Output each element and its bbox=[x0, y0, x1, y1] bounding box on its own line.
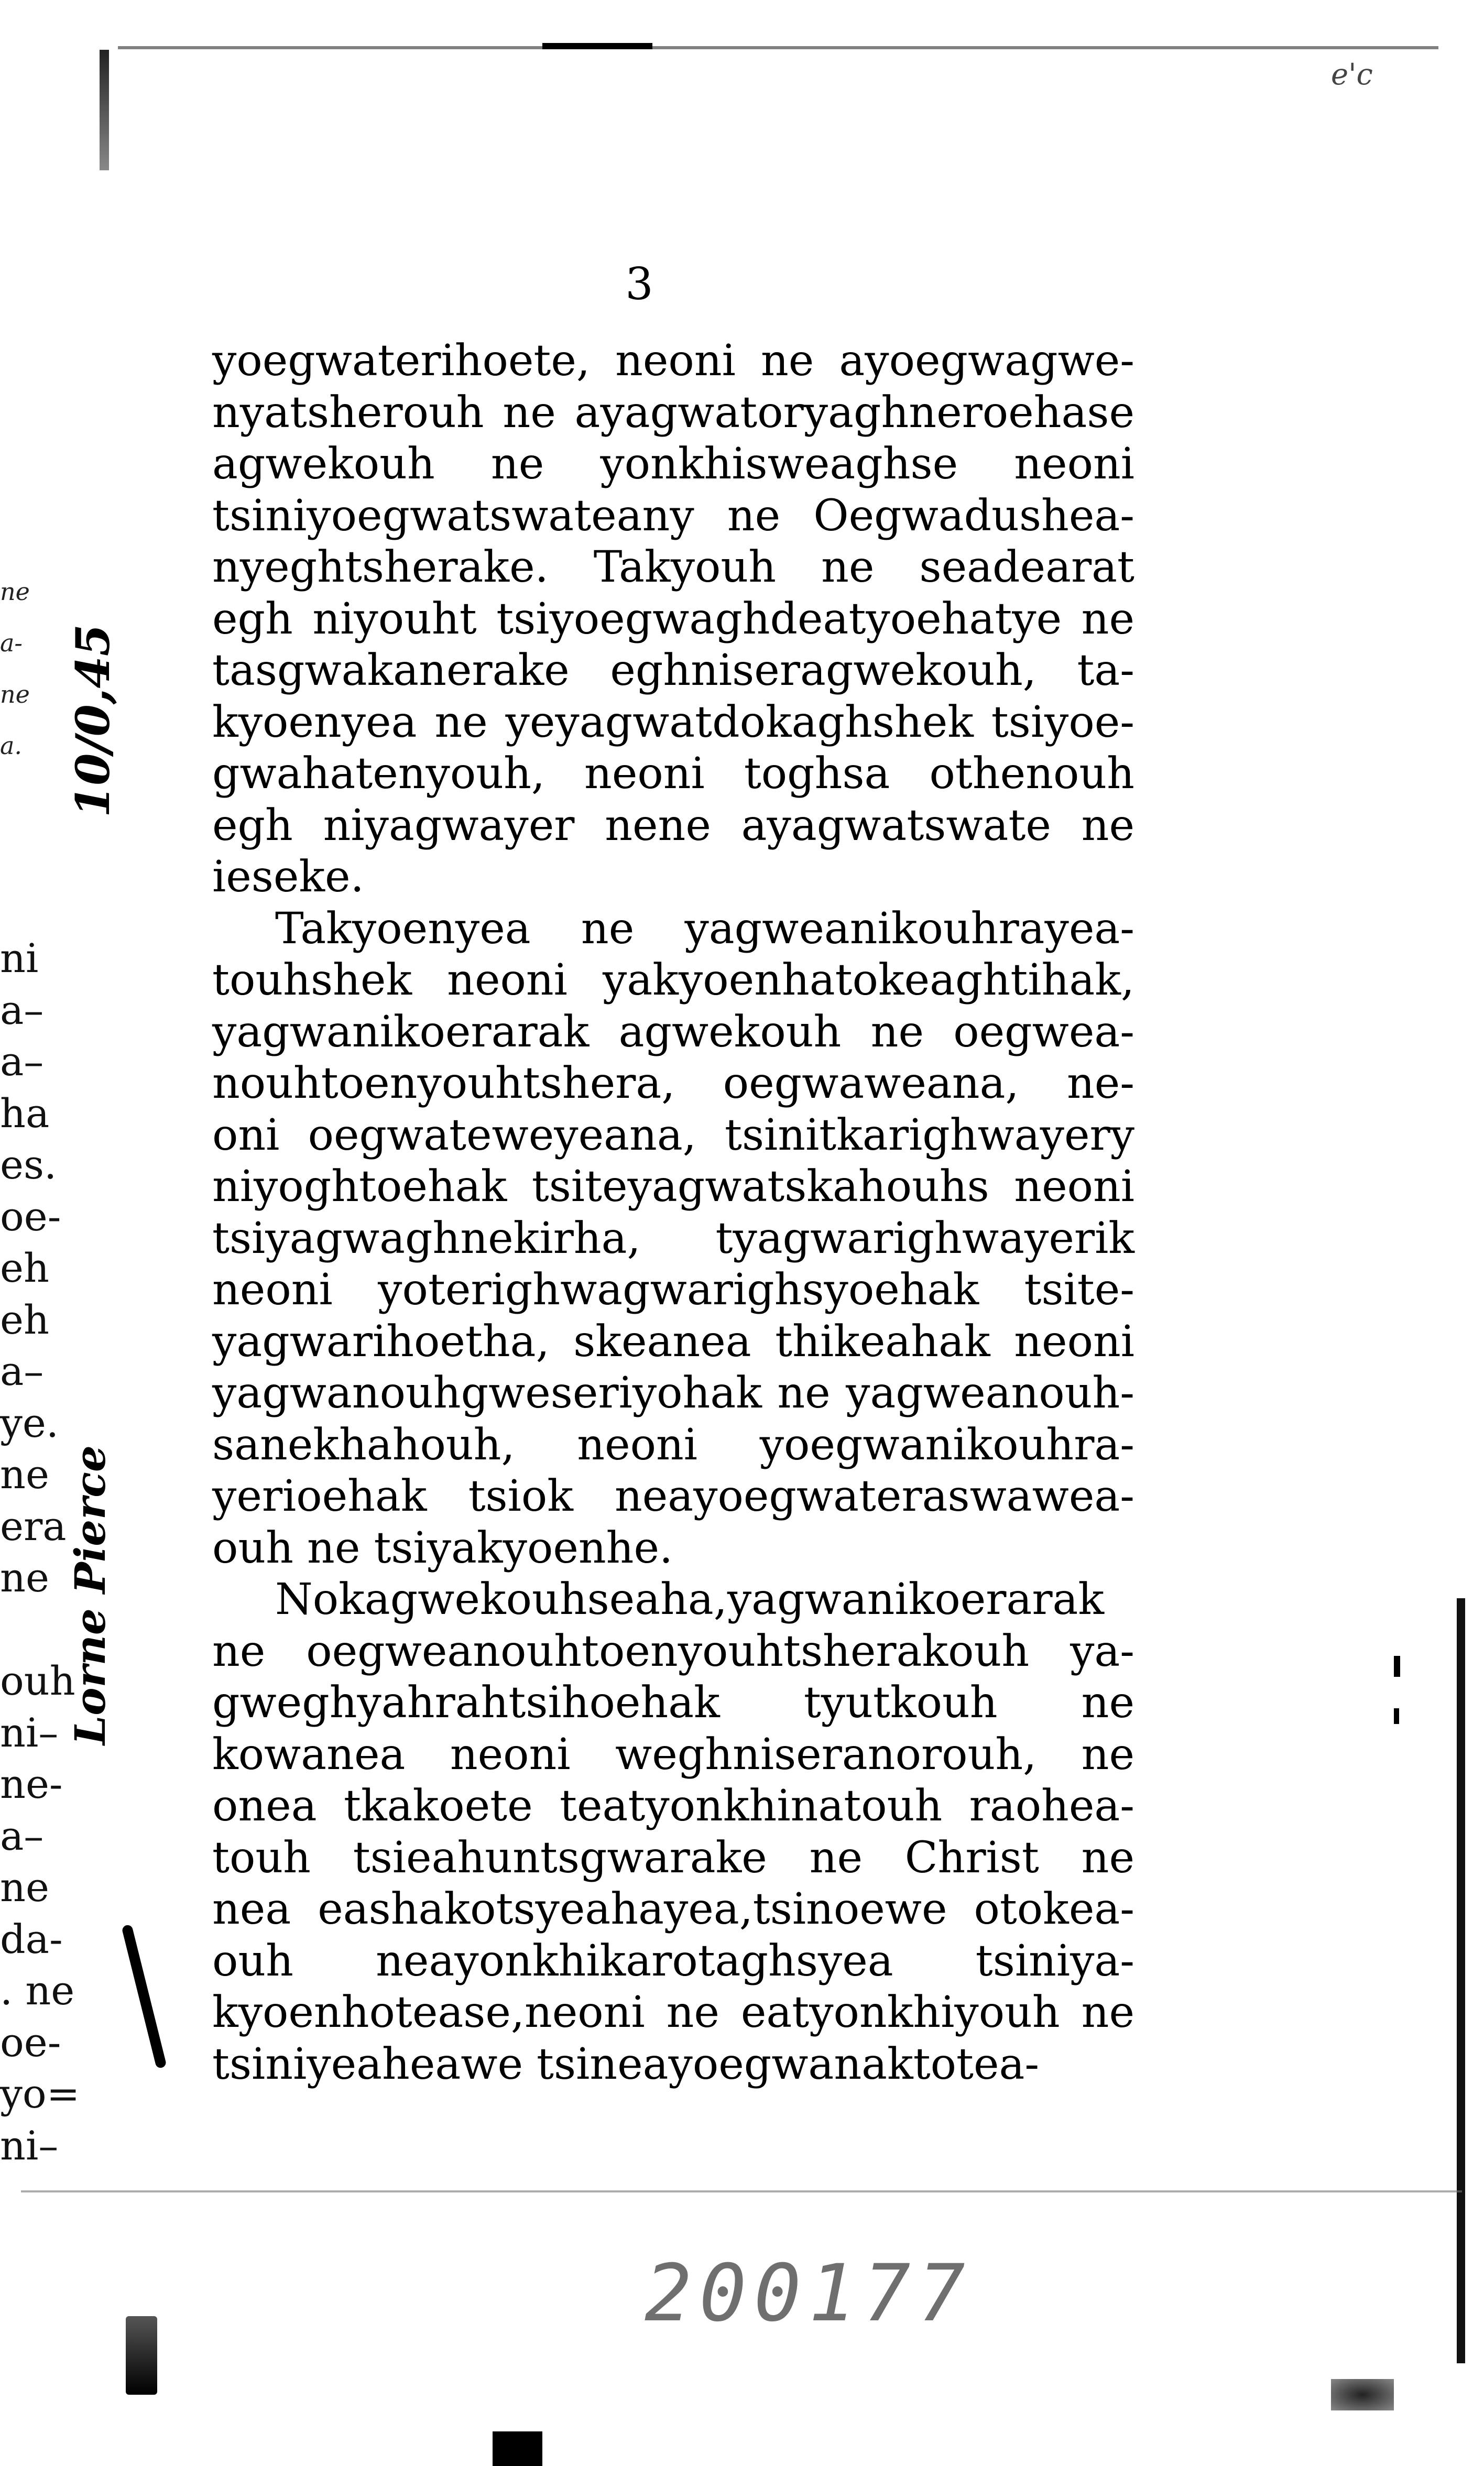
handwritten-stroke bbox=[121, 1924, 167, 2069]
margin-fragment: ha bbox=[0, 1089, 50, 1137]
corner-mark: e'c bbox=[1331, 58, 1373, 92]
paragraph bbox=[212, 903, 1134, 1575]
text-line: nyeghtsherake. Takyouh ne seadearat bbox=[212, 542, 1134, 592]
margin-fragment: ne bbox=[0, 680, 30, 708]
text-line: sanekhahouh, neoni yoegwanikouhra- bbox=[212, 1420, 1134, 1470]
margin-fragment: a. bbox=[0, 732, 23, 760]
text-line: touh tsieahuntsgwarake ne Christ ne bbox=[212, 1832, 1134, 1883]
text-line: ouh ne tsiyakyoenhe. bbox=[212, 1523, 673, 1573]
body-text bbox=[212, 335, 1134, 2090]
margin-fragment: ne bbox=[0, 577, 30, 606]
text-line: nouhtoenyouhtshera, oegwaweana, ne- bbox=[212, 1059, 1134, 1108]
paragraph bbox=[212, 335, 1134, 903]
text-line: egh niyagwayer nene ayagwatswate ne bbox=[212, 800, 1134, 850]
margin-fragment: . ne bbox=[0, 1967, 75, 2014]
bottom-rule bbox=[21, 2190, 1462, 2192]
text-line: yerioehak tsiok neayoegwateraswawea- bbox=[212, 1471, 1134, 1521]
text-line: tasgwakanerake eghniseragwekouh, ta- bbox=[212, 646, 1134, 695]
text-line: ouh neayonkhikarotaghsyea tsiniya- bbox=[212, 1936, 1134, 1986]
margin-fragment: a– bbox=[0, 1348, 44, 1394]
text-line: nyatsherouh ne ayagwatoryaghneroehase bbox=[212, 387, 1134, 438]
text-line: gweghyahrahtsihoehak tyutkouh ne bbox=[212, 1678, 1134, 1728]
text-line: yagwanouhgweseriyohak ne yagweanouh- bbox=[212, 1368, 1134, 1418]
text-line: yoegwaterihoete, neoni ne ayoegwagwe- bbox=[212, 336, 1134, 386]
margin-fragment: a– bbox=[0, 1812, 44, 1859]
ink-blot bbox=[493, 2431, 542, 2466]
ink-speck bbox=[1394, 1708, 1399, 1724]
text-line: tsiyagwaghnekirha, tyagwarighwayerik bbox=[212, 1213, 1134, 1263]
handwritten-name: Lorne Pierce bbox=[66, 1445, 115, 1745]
top-rule bbox=[118, 46, 1438, 49]
top-rule-mark bbox=[542, 43, 652, 49]
ink-speck bbox=[1394, 1656, 1400, 1677]
text-line: Takyoenyea ne yagweanikouhrayea- bbox=[275, 903, 1134, 954]
margin-fragment: a– bbox=[0, 986, 44, 1033]
text-line: tsiniyeaheawe tsineayoegwanaktotea- bbox=[212, 2039, 1040, 2089]
text-line: onea tkakoete teatyonkhinatouh raohea- bbox=[212, 1781, 1134, 1831]
text-line: Nokagwekouhseaha,yagwanikoerarak bbox=[275, 1575, 1105, 1624]
margin-fragment: a– bbox=[0, 1038, 44, 1085]
margin-fragment: ni– bbox=[0, 1709, 59, 1756]
margin-fragment: yo= bbox=[0, 2070, 80, 2117]
margin-fragment: ni bbox=[0, 935, 39, 981]
margin-fragment: da- bbox=[0, 1915, 63, 1962]
margin-fragment: era bbox=[0, 1502, 67, 1550]
text-line: kowanea neoni weghniseranorouh, ne bbox=[212, 1729, 1134, 1780]
text-line: ieseke. bbox=[212, 852, 364, 902]
text-line: gwahatenyouh, neoni toghsa othenouh bbox=[212, 749, 1134, 799]
text-line: touhshek neoni yakyoenhatokeaghtihak, bbox=[212, 955, 1134, 1005]
ink-blot bbox=[1331, 2379, 1394, 2410]
text-line: kyoenhotease,neoni ne eatyonkhiyouh ne bbox=[212, 1988, 1134, 2037]
margin-fragment: eh bbox=[0, 1245, 49, 1291]
margin-fragment: ne bbox=[0, 1451, 49, 1498]
text-line: yagwanikoerarak agwekouh ne oegwea- bbox=[212, 1007, 1134, 1057]
text-line: ne oegweanouhtoenyouhtsherakouh ya- bbox=[212, 1626, 1134, 1676]
text-line: niyoghtoehak tsiteyagwatskahouhs neoni bbox=[212, 1162, 1134, 1212]
margin-fragment: ni– bbox=[0, 2122, 59, 2169]
text-line: egh niyouht tsiyoegwaghdeatyoehatye ne bbox=[212, 594, 1134, 644]
paragraph bbox=[212, 1574, 1134, 2090]
margin-fragment: ouh bbox=[0, 1657, 75, 1704]
margin-fragment: oe- bbox=[0, 1193, 61, 1240]
ink-blot bbox=[126, 2316, 157, 2395]
margin-fragment: ye. bbox=[0, 1399, 59, 1446]
margin-fragment: ne bbox=[0, 1554, 49, 1601]
margin-fragment: a- bbox=[0, 629, 23, 657]
margin-fragment: es. bbox=[0, 1141, 57, 1188]
text-line: yagwarihoetha, skeanea thikeahak neoni bbox=[212, 1316, 1134, 1367]
text-line: oni oegwateweyeana, tsinitkarighwayery bbox=[212, 1110, 1134, 1160]
margin-fragment: oe- bbox=[0, 2018, 61, 2066]
right-edge-mark bbox=[1457, 1598, 1465, 2363]
text-line: nea eashakotsyeahayea,tsinoewe otokea- bbox=[212, 1884, 1134, 1934]
text-line: tsiniyoegwatswateany ne Oegwadushea- bbox=[212, 490, 1134, 541]
text-line: kyoenyea ne yeyagwatdokaghshek tsiyoe- bbox=[212, 697, 1134, 747]
text-line: agwekouh ne yonkhisweaghse neoni bbox=[212, 439, 1134, 489]
library-stamp: 200177 bbox=[645, 2248, 973, 2339]
margin-fragment: ne- bbox=[0, 1761, 63, 1807]
text-line: neoni yoterighwagwarighsyoehak tsite- bbox=[212, 1265, 1134, 1315]
margin-fragment: ne bbox=[0, 1864, 49, 1911]
margin-fragment: eh bbox=[0, 1296, 49, 1343]
handwritten-number: 10/0,45 bbox=[66, 624, 120, 817]
page-number: 3 bbox=[625, 258, 653, 310]
left-edge-mark bbox=[100, 50, 109, 170]
